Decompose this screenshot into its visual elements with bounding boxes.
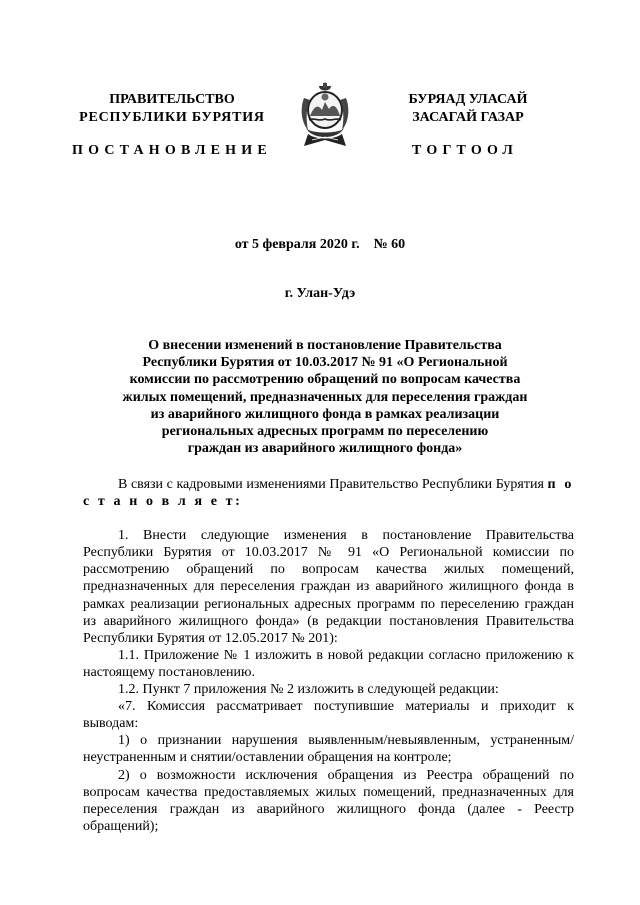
preamble-text: В связи с кадровыми изменениями Правительство Республики Бурятия [118, 477, 544, 492]
title-line: комиссии по рассмотрению обращений по вопросам качества [129, 372, 521, 388]
paragraph-7-2: 2) о возможности исключения обращения из Реестра обращений по вопросам качества предоставляемых жилых помещений, предназначенных для переселения граждан из аварийного жилищного фонда (далее - Реестр обращений); [83, 767, 574, 834]
coat-of-arms-buryatia-icon [298, 80, 352, 152]
issuer-line-2-bua: ЗАСАГАЙ ГАЗАР [412, 110, 524, 125]
issuer-line-2: РЕСПУБЛИКИ БУРЯТИЯ [79, 110, 265, 125]
title-line: Республики Бурятия от 10.03.2017 № 91 «О Региональной [142, 355, 508, 371]
title-line: из аварийного жилищного фонда в рамках реализации [150, 406, 500, 422]
issuer-header-ru [62, 91, 282, 127]
date-and-number: от 5 февраля 2020 г. № 60 [234, 237, 406, 252]
resolves-keyword: п о с т а н о в л я е т: [83, 477, 574, 510]
title-line: граждан из аварийного жилищного фонда» [187, 441, 463, 457]
document-body [83, 476, 574, 835]
doc-type-bua: ТОГТООЛ [412, 143, 519, 158]
title-line: О внесении изменений в постановление Правительства [148, 338, 502, 353]
paragraph-gap [83, 510, 574, 527]
title-line: жилых помещений, предназначенных для переселения граждан [122, 389, 528, 405]
issuer-line-1: ПРАВИТЕЛЬСТВО [109, 92, 235, 107]
paragraph-1: 1. Внести следующие изменения в постановление Правительства Республики Бурятия от 10.03.2017 № 91 «О Региональной комиссии по рассмотрению обращений по вопросам качества жилых помещений, предназначенных для переселения граждан из аварийного жилищного фонда в рамках реализации региональных адресных программ по переселению граждан из аварийного жилищного фонда» (в редакции постановления Правительства Республики Бурятия от 12.05.2017 № 201): [83, 528, 574, 646]
paragraph-1-1: 1.1. Приложение № 1 изложить в новой редакции согласно приложению к настоящему постановлению. [83, 647, 574, 680]
issuer-line-1-bua: БУРЯАД УЛАСАЙ [408, 92, 528, 107]
document-title [96, 337, 554, 457]
paragraph-1-2: 1.2. Пункт 7 приложения № 2 изложить в следующей редакции: [118, 682, 499, 698]
doc-type-ru: ПОСТАНОВЛЕНИЕ [72, 143, 272, 158]
paragraph-7: «7. Комиссия рассматривает поступившие материалы и приходит к выводам: [83, 699, 574, 732]
preamble-paragraph [83, 476, 574, 510]
issuer-header-bua [358, 91, 578, 127]
paragraph-7-1: 1) о признании нарушения выявленным/невыявленным, устраненным/неустраненным и снятии/оставлении обращения на контроле; [83, 733, 574, 766]
city: г. Улан-Удэ [284, 286, 356, 301]
title-line: региональных адресных программ по переселению [161, 424, 489, 440]
